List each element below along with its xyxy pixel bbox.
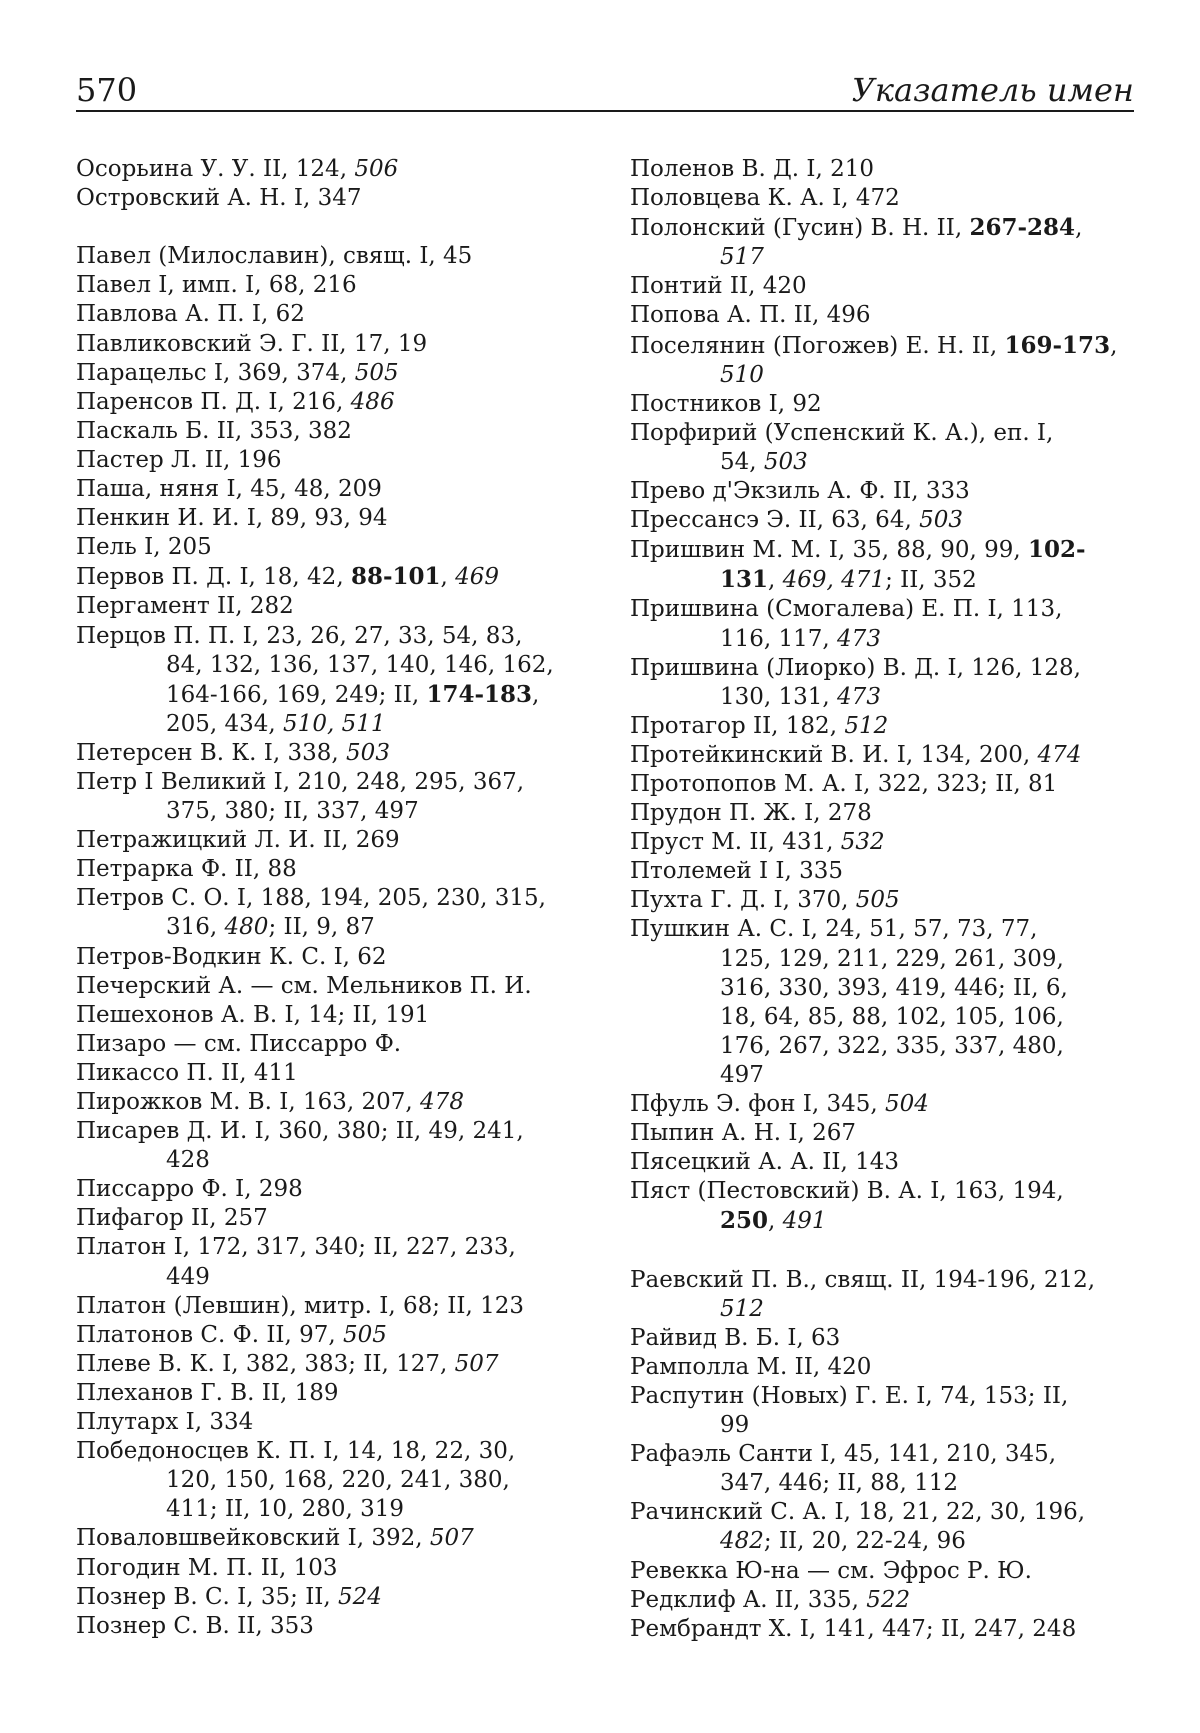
page-ref: 116, 117, bbox=[720, 625, 838, 652]
index-entry bbox=[630, 1266, 1134, 1324]
page-ref: I, 298 bbox=[227, 1176, 303, 1203]
page-ref: I, 62 bbox=[326, 943, 387, 970]
page-ref: 486 bbox=[350, 388, 395, 415]
entry-name: Погодин М. П. bbox=[76, 1554, 254, 1581]
page-ref: I, 335 bbox=[768, 858, 844, 885]
entry-name: Понтий bbox=[630, 273, 723, 300]
page-ref: 347, 446; II, 88, 112 bbox=[720, 1470, 959, 1497]
entry-name: Рафаэль Санти bbox=[630, 1441, 813, 1468]
page-ref: ; II, 352 bbox=[885, 567, 977, 594]
entry-name: Павел (Милославин), свящ. bbox=[76, 243, 413, 270]
index-entry bbox=[630, 1353, 1134, 1382]
page-ref: II, 353 bbox=[229, 1612, 314, 1639]
page-ref: I, 334 bbox=[178, 1409, 254, 1436]
page-ref: 130, 131, bbox=[720, 683, 838, 710]
entry-name: Паренсов П. Д. bbox=[76, 388, 262, 415]
index-entry bbox=[76, 1292, 580, 1321]
page-ref: ; II, 20, 22-24, 96 bbox=[763, 1528, 966, 1555]
page-ref: 480 bbox=[224, 914, 269, 941]
page-ref: I, 369, 374, bbox=[206, 359, 355, 386]
index-entry bbox=[630, 1177, 1134, 1236]
entry-name: Первов П. Д. bbox=[76, 564, 233, 591]
entry-name: Платон (Левшин), митр. bbox=[76, 1292, 372, 1319]
entry-name: Осорьина У. У. bbox=[76, 156, 256, 182]
entry-name: Писсарро Ф. bbox=[76, 1176, 228, 1203]
page-ref: I, 35; II, bbox=[229, 1583, 338, 1610]
entry-name: Порфирий (Успенский К. А.), еп. bbox=[630, 419, 1030, 446]
entry-name: Островский А. Н. bbox=[76, 185, 287, 212]
page-ref: 503 bbox=[346, 739, 390, 766]
index-entry bbox=[630, 712, 1134, 741]
index-entry bbox=[76, 739, 580, 768]
page-ref: 512 bbox=[720, 1295, 764, 1322]
entry-name: Паша, няня bbox=[76, 476, 220, 503]
page-ref: I, 360, 380; II, 49, 241, bbox=[247, 1118, 524, 1145]
entry-name: Поленов В. Д. bbox=[630, 156, 800, 182]
page-ref: I, 35, 88, 90, 99, bbox=[821, 537, 1029, 564]
index-entry bbox=[76, 1612, 580, 1641]
page-ref: 473 bbox=[837, 683, 881, 710]
page-ref: 504 bbox=[884, 1091, 929, 1117]
page-ref: I, 18, 42, bbox=[232, 564, 351, 591]
page-ref: I, bbox=[1029, 419, 1054, 446]
page-ref: I, 163, 207, bbox=[271, 1089, 421, 1115]
page-ref: II, 431, bbox=[742, 829, 841, 856]
page-ref: I, 141, 447; II, 247, 248 bbox=[792, 1615, 1077, 1642]
entry-name: Рачинский С. А. bbox=[630, 1499, 828, 1526]
entry-name: Прессансэ Э. bbox=[630, 507, 792, 534]
page-ref: 125, 129, 211, 229, 261, 309, bbox=[720, 945, 1064, 972]
page-ref: I, 278 bbox=[796, 800, 872, 827]
page-ref: I, 62 bbox=[244, 301, 305, 328]
entry-name: Пизаро — см. Писсарро Ф. bbox=[76, 1030, 402, 1057]
page-ref: 510, 511 bbox=[283, 710, 386, 737]
entry-name: Плеве В. К. bbox=[76, 1350, 215, 1377]
page-ref: 316, 330, 393, 419, 446; II, 6, bbox=[720, 974, 1068, 1001]
page-ref: I, 92 bbox=[761, 390, 822, 417]
page-ref: 497 bbox=[720, 1061, 764, 1088]
entry-name: Прево д'Экзиль А. Ф. bbox=[630, 478, 886, 505]
entry-name: Петров С. О. bbox=[76, 885, 230, 912]
page-ref: 482 bbox=[720, 1528, 764, 1555]
index-entry bbox=[76, 826, 580, 855]
page-ref: I, 89, 93, 94 bbox=[239, 505, 388, 532]
entry-name: Павликовский Э. Г. bbox=[76, 330, 314, 357]
page-ref: 102- bbox=[1028, 536, 1086, 564]
page-ref: 507 bbox=[429, 1525, 474, 1552]
page-ref: 174-183 bbox=[426, 680, 533, 708]
page-ref: 469 bbox=[455, 564, 500, 591]
index-entry bbox=[76, 1583, 580, 1612]
index-entry bbox=[76, 271, 580, 300]
page-ref: I, 345, bbox=[795, 1091, 885, 1117]
page-ref: 18, 64, 85, 88, 102, 105, 106, bbox=[720, 1003, 1064, 1030]
page-ref: 205, 434, bbox=[166, 710, 284, 737]
index-entry bbox=[630, 1586, 1134, 1615]
entry-name: Попова А. П. bbox=[630, 302, 787, 329]
index-entry bbox=[630, 1090, 1134, 1119]
entry-name: Пель bbox=[76, 534, 137, 561]
page-ref: 449 bbox=[166, 1263, 210, 1290]
entry-name: Поваловшвейковский bbox=[76, 1525, 341, 1552]
page-ref: 164-166, 169, 249; II, bbox=[166, 681, 427, 708]
page-ref: 491 bbox=[782, 1208, 827, 1235]
page-number: 570 bbox=[76, 71, 138, 109]
page-ref: II, 411 bbox=[213, 1059, 298, 1086]
index-entry bbox=[76, 533, 580, 562]
page-ref: I, 172, 317, 340; II, 227, 233, bbox=[166, 1234, 516, 1261]
entry-name: Распутин (Новых) Г. Е. bbox=[630, 1382, 909, 1409]
page-ref: 120, 150, 168, 220, 241, 380, bbox=[166, 1467, 510, 1494]
index-column-left bbox=[76, 155, 580, 1641]
entry-name: Пушкин А. С. bbox=[630, 916, 795, 943]
page-ref: I, 210, 248, 295, 367, bbox=[266, 768, 525, 795]
page-ref: I, 392, bbox=[340, 1525, 430, 1552]
entry-name: Раевский П. В., свящ. bbox=[630, 1266, 894, 1293]
index-entry bbox=[76, 330, 580, 359]
page-ref: I, 188, 194, 205, 230, 315, bbox=[229, 885, 546, 912]
entry-name: Печерский А. — см. Мельников П. И. bbox=[76, 972, 532, 999]
entry-name: Протейкинский В. И. bbox=[630, 741, 890, 768]
entry-name: Пфуль Э. фон bbox=[630, 1091, 796, 1117]
entry-name: Пирожков М. В. bbox=[76, 1089, 272, 1115]
page-ref: I, 338, bbox=[256, 739, 347, 766]
page-ref: I, 370, bbox=[766, 887, 856, 914]
page-ref: I, 210 bbox=[799, 156, 875, 182]
index-entry bbox=[630, 331, 1134, 390]
page-ref: 469, 471 bbox=[782, 567, 886, 594]
entry-name: Пришвина (Лиорко) В. Д. bbox=[630, 654, 941, 681]
index-entry bbox=[630, 477, 1134, 506]
index-entry bbox=[630, 828, 1134, 857]
page-ref: 474 bbox=[1037, 741, 1082, 768]
page-ref: I, 23, 26, 27, 33, 54, 83, bbox=[235, 622, 523, 649]
entry-name: Полонский (Гусин) В. Н. bbox=[630, 215, 930, 242]
page-ref: II, 257 bbox=[183, 1205, 268, 1232]
page-ref: , bbox=[768, 567, 783, 594]
page-ref: I, 205 bbox=[136, 534, 212, 561]
page-ref: 503 bbox=[763, 448, 808, 475]
entry-name: Петражицкий Л. И. bbox=[76, 827, 316, 854]
entry-name: Пыпин А. Н. bbox=[630, 1120, 782, 1147]
index-entry bbox=[76, 1233, 580, 1291]
page-ref: I, 113, bbox=[980, 596, 1063, 623]
entry-name: Перцов П. П. bbox=[76, 622, 236, 649]
page-ref: II, bbox=[929, 215, 970, 242]
page-ref: 512 bbox=[844, 712, 889, 739]
index-entry bbox=[630, 155, 1134, 184]
page-ref: 524 bbox=[338, 1583, 382, 1610]
index-entry bbox=[76, 300, 580, 329]
page-ref: 316, bbox=[166, 914, 225, 941]
running-head: Указатель имен bbox=[851, 71, 1134, 109]
page-ref: II, 420 bbox=[722, 273, 807, 300]
index-entry bbox=[76, 1059, 580, 1088]
page-ref: II, 496 bbox=[786, 302, 871, 329]
index-entry bbox=[76, 1408, 580, 1437]
index-entry bbox=[630, 886, 1134, 915]
page-ref: I, 382, 383; II, 127, bbox=[214, 1350, 455, 1377]
page-ref: II, 269 bbox=[315, 827, 400, 854]
page-ref: II, 63, 64, bbox=[791, 507, 920, 534]
index-entry bbox=[630, 595, 1134, 653]
entry-name: Пришвина (Смогалева) Е. П. bbox=[630, 596, 981, 623]
page-ref: I, 45, 141, 210, 345, bbox=[812, 1441, 1057, 1468]
header-rule bbox=[76, 110, 1134, 112]
index-entry bbox=[76, 622, 580, 739]
page-ref: 411; II, 10, 280, 319 bbox=[166, 1496, 405, 1523]
index-entry bbox=[76, 562, 580, 592]
page-ref: I, 267 bbox=[781, 1120, 856, 1147]
index-entry bbox=[76, 1204, 580, 1233]
index-entry bbox=[76, 184, 580, 213]
index-entry bbox=[76, 1554, 580, 1583]
entry-name: Плутарх bbox=[76, 1409, 179, 1436]
entry-name: Пифагор bbox=[76, 1205, 184, 1232]
entry-name: Платонов С. Ф. bbox=[76, 1321, 260, 1348]
page-ref: I, 322, 323; II, 81 bbox=[846, 770, 1058, 797]
entry-name: Парацельс bbox=[76, 359, 207, 386]
index-entry bbox=[630, 184, 1134, 213]
page-ref: II, 88 bbox=[227, 856, 297, 883]
page-ref: ; II, 9, 87 bbox=[268, 914, 375, 941]
page-ref: 505 bbox=[354, 359, 399, 386]
entry-name: Писарев Д. И. bbox=[76, 1118, 248, 1145]
page-ref: 507 bbox=[454, 1350, 499, 1377]
page-ref: 506 bbox=[354, 156, 399, 182]
entry-name: Райвид В. Б. bbox=[630, 1324, 781, 1351]
page-ref: II, bbox=[964, 332, 1005, 359]
index-entry bbox=[76, 446, 580, 475]
entry-name: Протопопов М. А. bbox=[630, 770, 847, 797]
index-entry bbox=[76, 1001, 580, 1030]
page-ref: 84, 132, 136, 137, 140, 146, 162, bbox=[166, 651, 554, 678]
index-column-right bbox=[630, 155, 1134, 1644]
page-ref: 88-101 bbox=[350, 563, 441, 591]
entry-name: Плеханов Г. В. bbox=[76, 1379, 255, 1406]
index-entry bbox=[76, 1524, 580, 1553]
entry-name: Прудон П. Ж. bbox=[630, 800, 797, 827]
page-ref: II, 97, bbox=[259, 1321, 344, 1348]
page-ref: II, 103 bbox=[253, 1554, 338, 1581]
entry-name: Познер В. С. bbox=[76, 1583, 230, 1610]
entry-name: Половцева К. А. bbox=[630, 185, 825, 212]
entry-name: Пергамент bbox=[76, 593, 210, 620]
index-entry bbox=[76, 1088, 580, 1117]
index-entry bbox=[630, 1324, 1134, 1353]
page-ref: I, 126, 128, bbox=[940, 654, 1081, 681]
page-ref: 505 bbox=[855, 887, 900, 914]
page-ref: I, 45 bbox=[412, 243, 473, 270]
index-entry bbox=[76, 1350, 580, 1379]
page-ref: 267-284 bbox=[969, 214, 1076, 242]
index-entry bbox=[630, 915, 1134, 1090]
entry-name: Пикассо П. bbox=[76, 1059, 214, 1086]
index-entry bbox=[630, 390, 1134, 419]
entry-name: Рамполла М. bbox=[630, 1353, 788, 1380]
page-ref: 169-173 bbox=[1004, 331, 1111, 359]
entry-name: Ревекка Ю-на — см. Эфрос Р. Ю. bbox=[630, 1557, 1032, 1584]
index-entry bbox=[76, 155, 580, 184]
index-entry bbox=[630, 857, 1134, 886]
page-ref: I, 74, 153; II, bbox=[908, 1382, 1069, 1409]
index-entry bbox=[76, 475, 580, 504]
entry-name: Постников bbox=[630, 390, 762, 417]
index-entry bbox=[630, 1119, 1134, 1148]
page-ref: I, 163, 194, bbox=[922, 1178, 1064, 1205]
page-ref: 522 bbox=[866, 1586, 911, 1613]
entry-name: Платон bbox=[76, 1234, 167, 1261]
page-ref: , bbox=[1110, 332, 1118, 359]
page-ref: I, 68; II, 123 bbox=[371, 1292, 524, 1319]
page-ref: I, 347 bbox=[286, 185, 362, 212]
entry-name: Пешехонов А. В. bbox=[76, 1001, 278, 1028]
page-ref: I, 472 bbox=[824, 185, 900, 212]
page-header bbox=[76, 68, 1134, 112]
page-ref: II, 17, 19 bbox=[313, 330, 428, 357]
index-entry bbox=[630, 1440, 1134, 1498]
index-entry bbox=[630, 301, 1134, 330]
index-entry bbox=[630, 654, 1134, 712]
entry-name: Павлова А. П. bbox=[76, 301, 245, 328]
page-ref: , bbox=[768, 1208, 783, 1235]
entry-name: Петерсен В. К. bbox=[76, 739, 257, 766]
page-ref: 473 bbox=[837, 625, 881, 652]
index-entry bbox=[630, 1615, 1134, 1644]
entry-name: Пенкин И. И. bbox=[76, 505, 240, 532]
page-ref: II, 333 bbox=[885, 478, 970, 505]
page-ref: 375, 380; II, 337, 497 bbox=[166, 798, 419, 825]
index-entry bbox=[630, 535, 1134, 595]
page-ref: II, 196 bbox=[197, 446, 282, 473]
index-entry bbox=[76, 1175, 580, 1204]
page-ref: II, 143 bbox=[814, 1149, 899, 1176]
page-ref: II, 189 bbox=[254, 1379, 339, 1406]
page-ref: , bbox=[1075, 215, 1083, 242]
page-ref: 54, bbox=[720, 448, 764, 475]
entry-name: Пастер Л. bbox=[76, 446, 198, 473]
index-entry bbox=[630, 799, 1134, 828]
page-ref: I, 68, 216 bbox=[237, 272, 357, 299]
page-ref: II, 124, bbox=[255, 156, 355, 182]
page-ref: 503 bbox=[919, 507, 963, 534]
page-ref: II, 420 bbox=[787, 1353, 872, 1380]
page-ref: II, 282 bbox=[209, 593, 294, 620]
index-entry bbox=[76, 388, 580, 417]
index-entry bbox=[76, 1117, 580, 1175]
page-ref: II, 353, 382 bbox=[209, 417, 352, 444]
index-entry bbox=[76, 592, 580, 621]
entry-name: Павел I, имп. bbox=[76, 272, 238, 299]
page-ref: I, 24, 51, 57, 73, 77, bbox=[794, 916, 1038, 943]
page-ref: I, 45, 48, 209 bbox=[219, 476, 382, 503]
page-ref: I, 134, 200, bbox=[889, 741, 1038, 768]
index-entry bbox=[76, 855, 580, 884]
entry-name: Петрарка Ф. bbox=[76, 856, 228, 883]
index-entry bbox=[630, 419, 1134, 477]
entry-name: Пяст (Пестовский) В. А. bbox=[630, 1178, 923, 1205]
index-entry bbox=[76, 884, 580, 942]
entry-name: Поселянин (Погожев) Е. Н. bbox=[630, 332, 965, 359]
page-ref: II, 335, bbox=[767, 1586, 867, 1613]
page-ref: 250 bbox=[720, 1207, 769, 1235]
page-ref: 505 bbox=[343, 1321, 387, 1348]
index-entry bbox=[76, 1321, 580, 1350]
entry-name: Пришвин М. М. bbox=[630, 537, 822, 564]
index-entry bbox=[76, 359, 580, 388]
page-ref: 517 bbox=[720, 244, 764, 271]
page-ref: 532 bbox=[840, 829, 885, 856]
index-entry bbox=[76, 1030, 580, 1059]
index-entry bbox=[76, 417, 580, 446]
index-entry bbox=[76, 242, 580, 271]
index-entry bbox=[76, 943, 580, 972]
index-entry bbox=[630, 741, 1134, 770]
entry-name: Пруст М. bbox=[630, 829, 743, 856]
entry-name: Редклиф А. bbox=[630, 1586, 768, 1613]
index-entry bbox=[630, 1148, 1134, 1177]
index-entry bbox=[630, 1498, 1134, 1556]
page-ref: I, 14, 18, 22, 30, bbox=[315, 1438, 516, 1465]
entry-name: Петр I Великий bbox=[76, 768, 267, 795]
index-entry bbox=[630, 1382, 1134, 1440]
page-ref: 510 bbox=[720, 361, 764, 388]
page-ref: I, 63 bbox=[780, 1324, 841, 1351]
entry-name: Победоносцев К. П. bbox=[76, 1438, 316, 1465]
index-entry bbox=[76, 1379, 580, 1408]
page-ref: I, 14; II, 191 bbox=[277, 1001, 430, 1028]
index-entry bbox=[76, 504, 580, 533]
index-entry bbox=[76, 1437, 580, 1524]
index-entry bbox=[630, 506, 1134, 535]
entry-name: Петров-Водкин К. С. bbox=[76, 943, 327, 970]
page-ref: I, 18, 21, 22, 30, 196, bbox=[827, 1499, 1086, 1526]
index-entry bbox=[76, 768, 580, 826]
entry-name: Пухта Г. Д. bbox=[630, 887, 767, 914]
page-ref: 99 bbox=[720, 1412, 750, 1439]
page-ref: 478 bbox=[420, 1089, 464, 1115]
page-ref: , bbox=[532, 681, 540, 708]
page-ref: 131 bbox=[720, 566, 769, 594]
index-entry bbox=[630, 1557, 1134, 1586]
page-ref: II, 182, bbox=[745, 712, 845, 739]
entry-name: Паскаль Б. bbox=[76, 417, 210, 444]
entry-name: Познер С. В. bbox=[76, 1612, 230, 1639]
entry-name: Пясецкий А. А. bbox=[630, 1149, 815, 1176]
index-entry bbox=[630, 272, 1134, 301]
page-ref: I, 216, bbox=[261, 388, 351, 415]
index-entry bbox=[630, 213, 1134, 272]
entry-name: Рембрандт Х. bbox=[630, 1615, 793, 1642]
entry-name: Протагор bbox=[630, 712, 746, 739]
index-entry bbox=[630, 770, 1134, 799]
page-ref: 176, 267, 322, 335, 337, 480, bbox=[720, 1032, 1064, 1059]
index-entry bbox=[76, 972, 580, 1001]
page-ref: II, 194-196, 212, bbox=[893, 1266, 1096, 1293]
page-ref: , bbox=[440, 564, 456, 591]
entry-name: Птолемей I bbox=[630, 858, 769, 885]
page-ref: 428 bbox=[166, 1147, 210, 1174]
